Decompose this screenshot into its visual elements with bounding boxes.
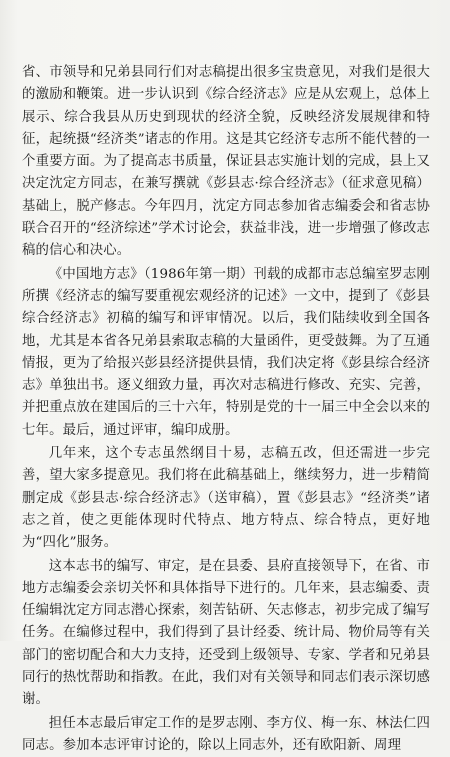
paragraph-5: 担任本志最后审定工作的是罗志刚、李方仪、梅一东、林法仁四同志。参加本志评审讨论的，除以上同志外，还有欧阳新、周理	[22, 715, 430, 753]
paragraph-2: 《中国地方志》（1986年第一期）刊载的成都市志总编室罗志刚所撰《经济志的编写要重视宏观经济的记述》一文中，提到了《彭县综合经济志》初稿的编写和评审情况。以后，我们陆续收到全国各地，尤其是本省各兄弟县索取志稿的大量函件，更受鼓舞。为了互通情报，更为了给报兴彭县经济提供县情，我们决定将《彭县综合经济志》单独出书。逐义细致力量，再次对志稿进行修改、充实、完善，并把重点放在建国后的三十六年，特别是党的十一届三中全会以来的七年。最后，通过评审，编印成册。	[22, 266, 430, 438]
paragraph-1: 省、市领导和兄弟县同行们对志稿提出很多宝贵意见，对我们是很大的激励和鞭策。进一步认识到《综合经济志》应是从宏观上，总体上展示、综合我县从历史到现状的经济全貌，反映经济发展规律和特征，起统摄“经济类”诸志的作用。这是其它经济专志所不能代替的一个重要方面。为了提高志书质量，保证县志实施计划的完成，县上又决定沈定方同志，在兼写撰就《彭县志·综合经济志》（征求意见稿）基础上，脱产修志。今年四月，沈定方同志参加省志编委会和省志协联合召开的“经济综述”学术讨论会，获益非浅，进一步增强了修改志稿的信心和决心。	[22, 65, 430, 259]
body-text	[22, 62, 430, 757]
paragraph-3: 几年来，这个专志虽然纲目十易，志稿五改，但还需进一步完善，望大家多提意见。我们将在此稿基础上，继续努力，进一步精简删定成《彭县志·综合经济志》（送审稿），置《彭县志》“经济类”诸志之首，使之更能体现时代特点、地方特点、综合特点，更好地为“四化”服务。	[22, 446, 430, 551]
paragraph-4: 这本志书的编写、审定，是在县委、县府直接领导下，在省、市地方志编委会亲切关怀和具体指导下进行的。几年来，县志编委、责任编辑沈定方同志潜心探索，刻苦钻研、矢志修志，初步完成了编写任务。在编修过程中，我们得到了县计经委、统计局、物价局等有关部门的密切配合和大力支持，还受到上级领导、专家、学者和兄弟县同行的热忱帮助和指教。在此，我们对有关领导和同志们表示深切感谢。	[22, 558, 430, 708]
